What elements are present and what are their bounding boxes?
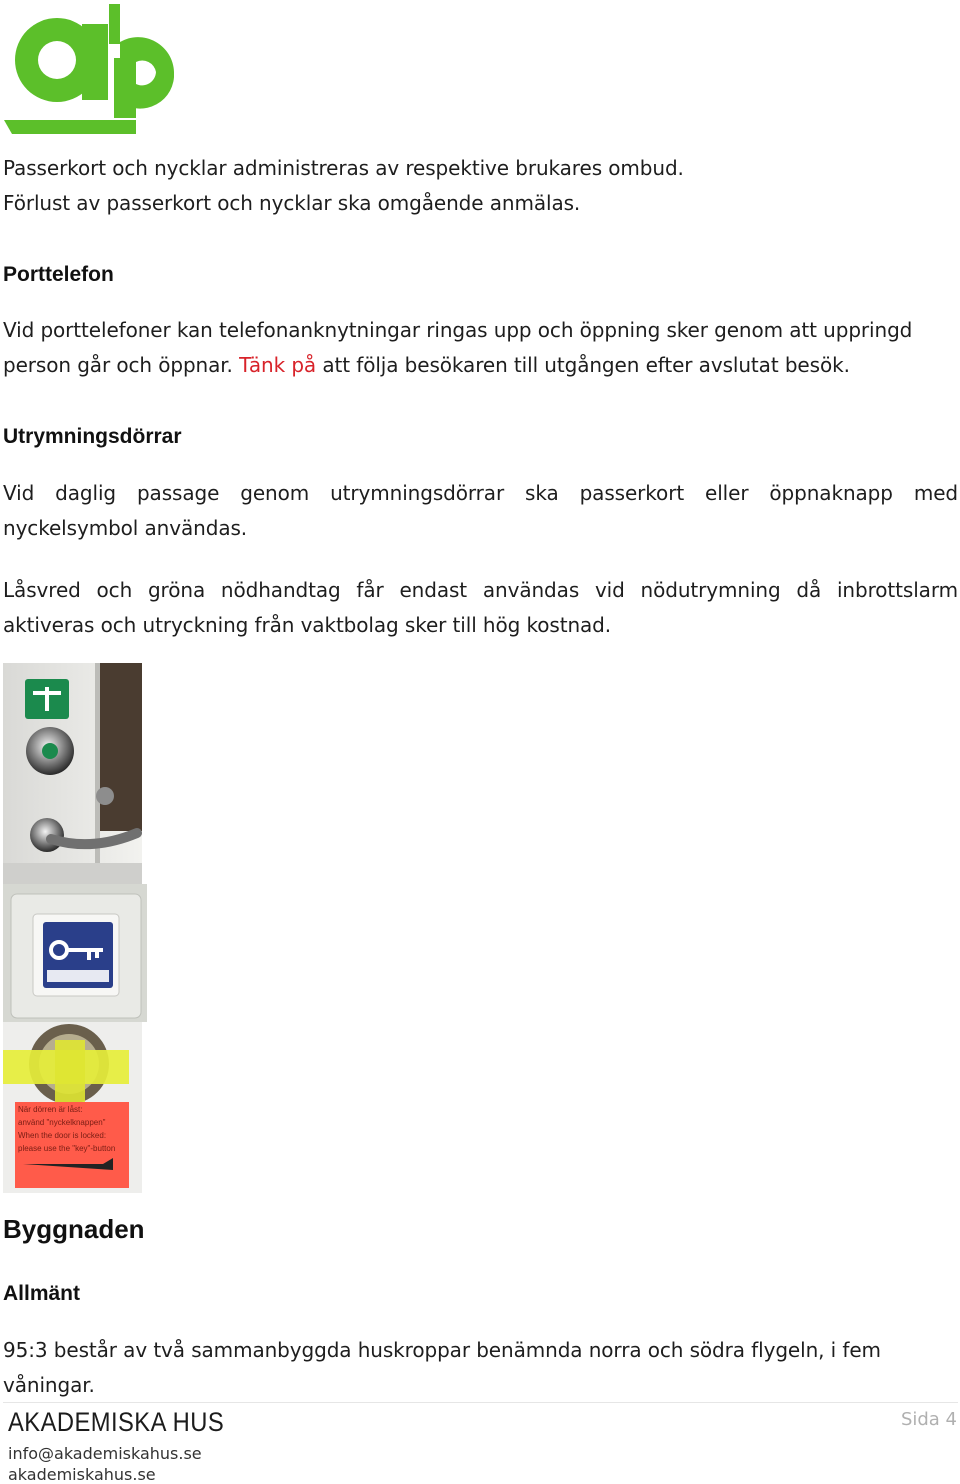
akademiska-hus-logo <box>2 2 174 134</box>
key-button-photo <box>3 884 147 1022</box>
porttelefon-heading: Porttelefon <box>3 263 114 286</box>
porttelefon-highlight: Tänk på <box>239 353 317 377</box>
sign-line-1: När dörren är låst: <box>18 1105 83 1114</box>
utrymning-paragraph-1: Vid daglig passage genom utrymningsdörrar ska passerkort eller öppnaknapp med nyckelsymbol användas. <box>3 481 958 540</box>
utrymning-paragraph-2: Låsvred och gröna nödhandtag får endast användas vid nödutrymning då inbrottslarm aktiveras och utryckning från vaktbolag sker till hög kostnad. <box>3 578 958 637</box>
sign-line-4: please use the "key"-button <box>18 1144 116 1153</box>
allmant-heading: Allmänt <box>3 1282 81 1305</box>
porttelefon-text-after: att följa besökaren till utgången efter avslutat besök. <box>316 353 850 377</box>
intro-line-2: Förlust av passerkort och nycklar ska omgående anmälas. <box>3 191 581 215</box>
sign-line-3: When the door is locked: <box>18 1131 107 1140</box>
intro-line-1: Passerkort och nycklar administreras av respektive brukares ombud. <box>3 156 684 180</box>
footer-email[interactable]: info@akademiskahus.se <box>8 1444 202 1463</box>
byggnaden-heading: Byggnaden <box>3 1214 145 1244</box>
porttelefon-paragraph <box>3 313 958 383</box>
porttelefon-text-before: Vid porttelefoner kan telefonanknytningar ringas upp och öppning sker genom att uppringd person går och öppnar. <box>3 318 913 377</box>
utrymning-heading: Utrymningsdörrar <box>3 425 182 448</box>
sign-line-2: använd "nyckelknappen" <box>18 1118 106 1127</box>
emergency-door-photo <box>3 663 142 884</box>
page-number: Sida 4 <box>900 1409 957 1430</box>
footer-brand: AKADEMISKA HUS <box>8 1407 225 1437</box>
footer-website[interactable]: akademiskahus.se <box>8 1465 156 1484</box>
footer-divider <box>3 1402 958 1403</box>
byggnaden-paragraph: 95:3 består av två sammanbyggda huskroppar benämnda norra och södra flygeln, i fem våningar. <box>3 1338 881 1397</box>
locked-door-sign-text <box>18 1103 130 1155</box>
